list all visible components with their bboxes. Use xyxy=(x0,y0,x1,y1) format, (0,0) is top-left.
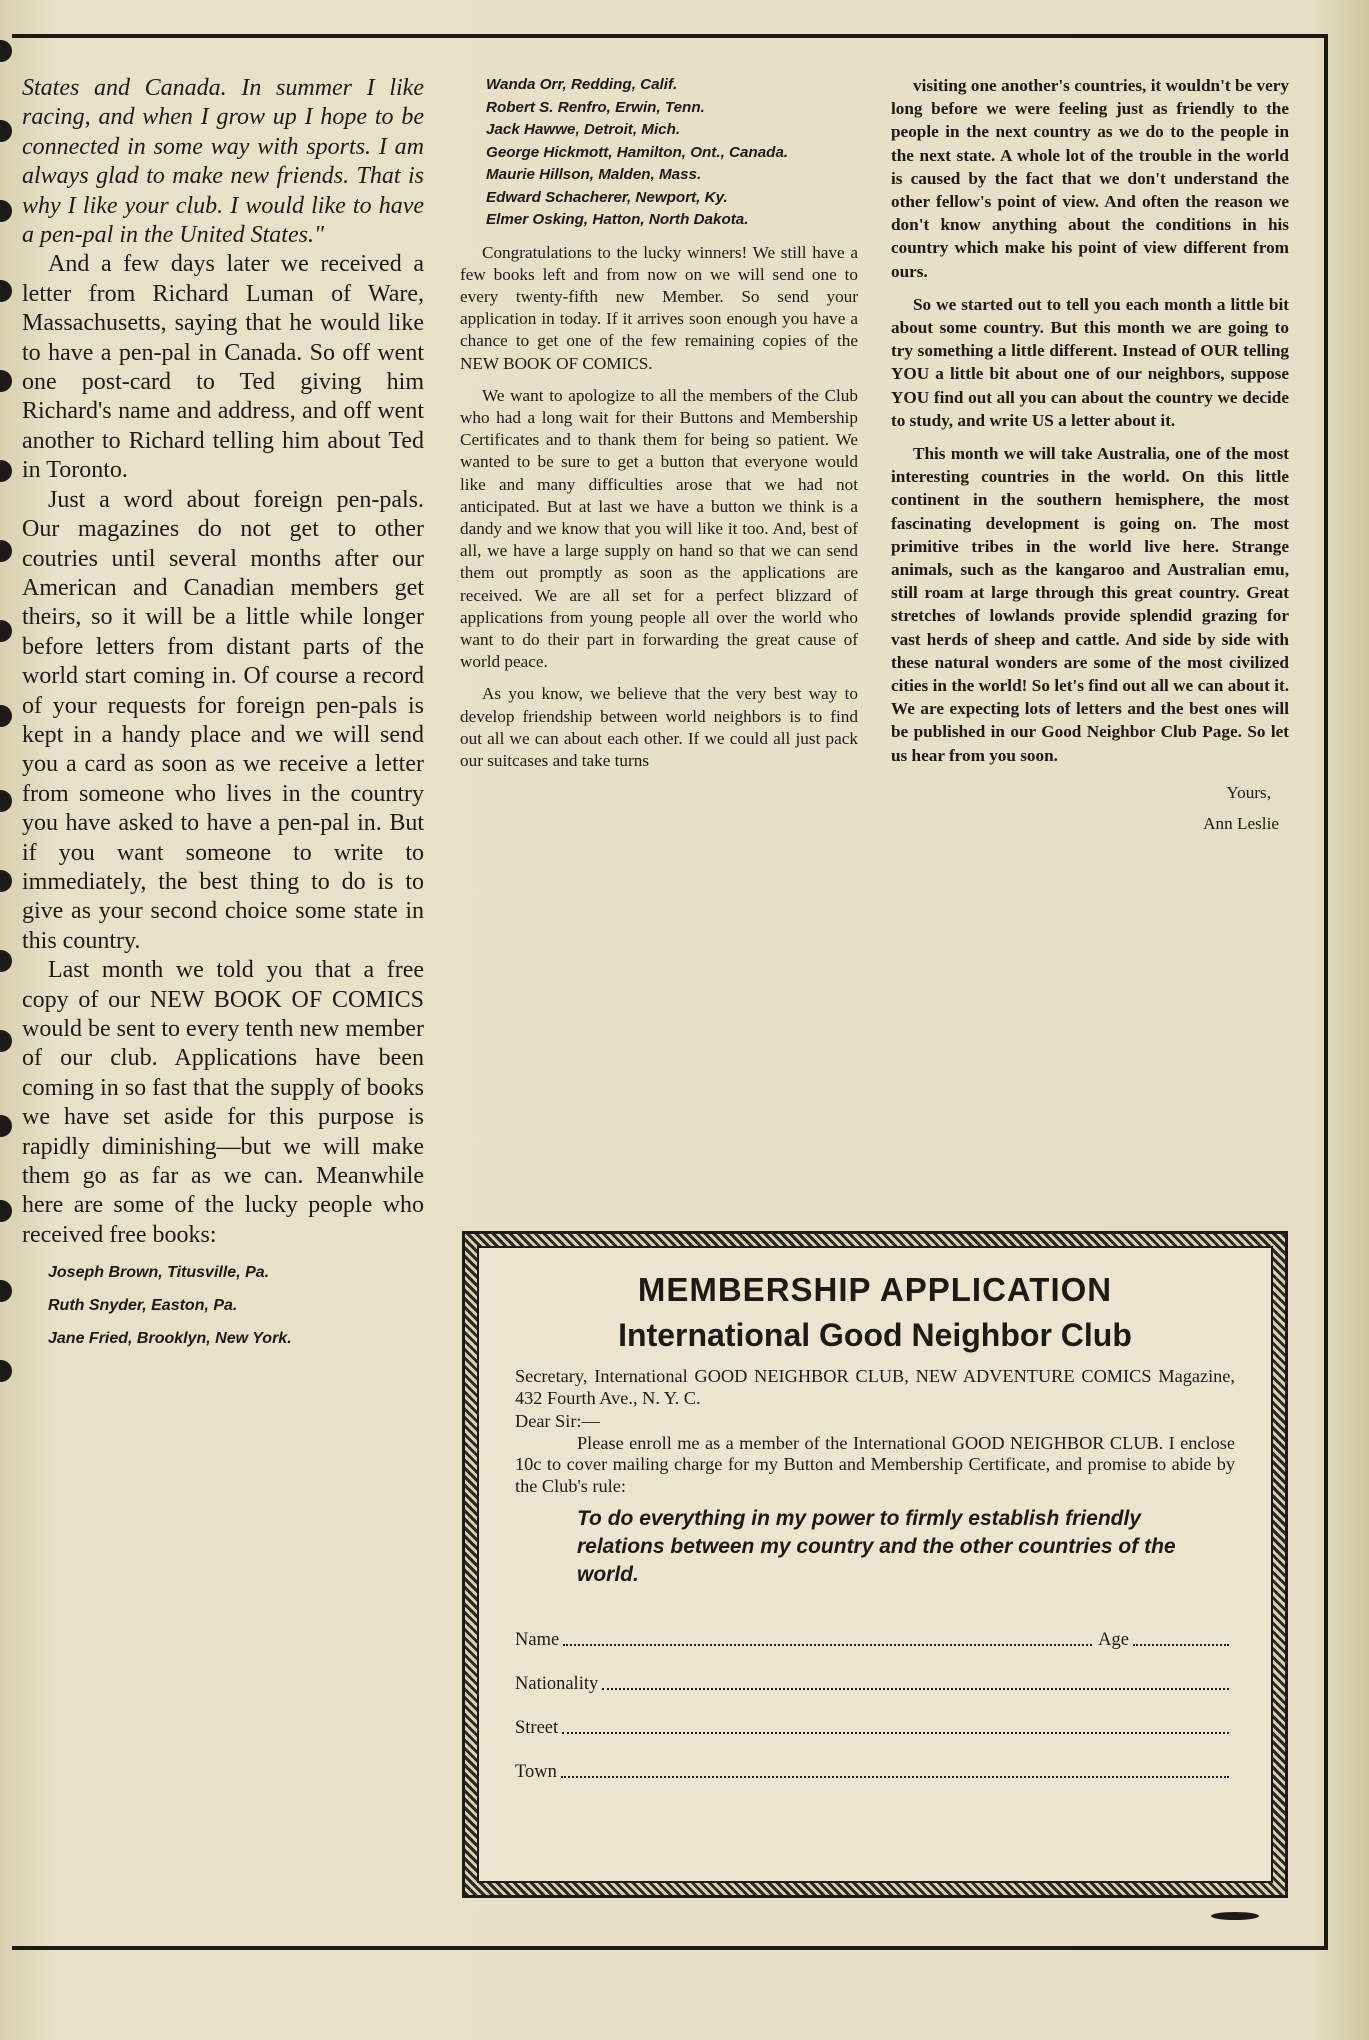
binding-hole xyxy=(0,280,12,302)
name-label: Name xyxy=(515,1630,560,1650)
winner-entry: Elmer Osking, Hatton, North Dakota. xyxy=(486,211,749,228)
winner-entry: Joseph Brown, Titusville, Pa. xyxy=(48,1264,270,1282)
paragraph: This month we will take Australia, one of the most interesting countries in the world. On this little continent in the southern hemisphere, the most fascinating development is going on. The most primitive tribes in the world live here. Strange animals, such as the kangaroo and Australian emu, still roam at large through this great country. Great stretches of lowlands provide splendid grazing for vast herds of sheep and cattle. And side by side with these natural wonders are some of the most civilized cities in the world! So let's find out all we can about it. We are expecting lots of letters and the best ones will be published in our Good Neighbor Club Page. So let us hear from you soon. xyxy=(891,444,1289,765)
salutation: Dear Sir:— xyxy=(515,1411,600,1431)
club-rule-pledge: To do everything in my power to firmly establish friendly relations between my country and the other countries of the world. xyxy=(577,1507,1176,1586)
middle-column xyxy=(460,74,858,782)
binding-hole xyxy=(0,460,12,482)
binding-hole xyxy=(0,790,12,812)
name-age-row xyxy=(515,1607,1235,1651)
binding-hole xyxy=(0,1280,12,1302)
application-title: MEMBERSHIP APPLICATION xyxy=(637,1271,1113,1308)
age-field[interactable] xyxy=(1133,1643,1229,1646)
paragraph: Last month we told you that a free copy of our NEW BOOK OF COMICS would be sent to every tenth new member of our club. Applications have been coming in so fast that the supply of books we have set aside for this purpose is rapidly diminishing—but we will make them go as far as we can. Meanwhile here are some of the lucky people who received free books: xyxy=(22,957,424,1248)
binding-hole xyxy=(0,620,12,642)
binding-hole xyxy=(0,870,12,892)
street-field[interactable] xyxy=(562,1731,1229,1734)
paragraph: Congratulations to the lucky winners! We still have a few books left and from now on we will send one to every twenty-fifth new Member. So send your application in today. If it arrives soon enough you have a chance to get one of the few remaining copies of the NEW BOOK OF COMICS. xyxy=(460,242,858,373)
binding-hole xyxy=(0,1360,12,1382)
club-name: International Good Neighbor Club xyxy=(618,1317,1132,1353)
nationality-row xyxy=(515,1651,1235,1695)
right-column xyxy=(891,74,1289,839)
binding-hole xyxy=(0,40,12,62)
binding-hole xyxy=(0,200,12,222)
mailing-address: Secretary, International GOOD NEIGHBOR CLUB, NEW ADVENTURE COMICS Magazine, 432 Fourth Ave., N. Y. C. xyxy=(515,1366,1235,1408)
street-row xyxy=(515,1695,1235,1739)
name-field[interactable] xyxy=(563,1643,1092,1646)
paragraph: Just a word about foreign pen-pals. Our magazines do not get to other coutries until several months after our American and Canadian members get theirs, so it will be a little while longer before letters from distant parts of the world start coming in. Of course a record of your requests for foreign pen-pals is kept in a handy place and we will send you a card as soon as we receive a letter from someone who lives in the country you have asked to have a pen-pal in. But if you want someone to write to immediately, the best thing to do is to give as your second choice some state in this country. xyxy=(22,486,424,954)
winners-list xyxy=(460,74,858,232)
paragraph: And a few days later we received a letter from Richard Luman of Ware, Massachusetts, saying that he would like to have a pen-pal in Canada. So off went one post-card to Ted giving him Richard's name and address, and off went another to Richard telling him about Ted in Toronto. xyxy=(22,251,424,484)
winner-entry: Jack Hawwe, Detroit, Mich. xyxy=(486,121,681,138)
binding-hole xyxy=(0,370,12,392)
signoff xyxy=(891,777,1279,839)
street-label: Street xyxy=(515,1718,559,1738)
winner-entry: Jane Fried, Brooklyn, New York. xyxy=(48,1330,292,1348)
signature: Ann Leslie xyxy=(1203,813,1279,833)
ornament-icon xyxy=(1200,1910,1270,1922)
left-column xyxy=(22,74,424,1355)
town-row xyxy=(515,1739,1235,1783)
winner-entry: Wanda Orr, Redding, Calif. xyxy=(486,76,678,93)
winner-entry: Edward Schacherer, Newport, Ky. xyxy=(486,188,728,206)
binding-hole xyxy=(0,540,12,562)
town-label: Town xyxy=(515,1762,557,1782)
closing: Yours, xyxy=(1226,782,1271,802)
membership-application-form xyxy=(462,1231,1288,1898)
letter-quote: States and Canada. In summer I like racing, and when I grow up I hope to be connected in some way with sports. I am always glad to make new friends. That is why I like your club. I would like to have a pen-pal in the United States." xyxy=(22,75,424,249)
application-body: Please enroll me as a member of the International GOOD NEIGHBOR CLUB. I enclose 10c to cover mailing charge for my Button and Membership Certificate, and promise to abide by the Club's rule: xyxy=(515,1432,1235,1496)
winner-entry: George Hickmott, Hamilton, Ont., Canada. xyxy=(486,143,789,161)
binding-hole xyxy=(0,1030,12,1052)
age-label: Age xyxy=(1098,1630,1129,1650)
printer-mark-ornament xyxy=(1200,1910,1270,1922)
application-panel xyxy=(477,1246,1273,1883)
nationality-field[interactable] xyxy=(602,1687,1229,1690)
winner-entry: Maurie Hillson, Malden, Mass. xyxy=(486,166,702,183)
winner-entry: Ruth Snyder, Easton, Pa. xyxy=(48,1297,238,1315)
binding-hole xyxy=(0,120,12,142)
winners-list xyxy=(22,1256,424,1355)
town-field[interactable] xyxy=(561,1775,1229,1778)
paragraph: visiting one another's countries, it wouldn't be very long before we were feeling just as friendly to the people in the next country as we do to the people in the next state. A whole lot of the trouble in the world is caused by the fact that we don't understand the other fellow's point of view. And often the reason we don't know anything about the conditions in his country which make his point of view different from ours. xyxy=(891,76,1289,281)
nationality-label: Nationality xyxy=(515,1674,599,1694)
binding-hole xyxy=(0,950,12,972)
winner-entry: Robert S. Renfro, Erwin, Tenn. xyxy=(486,98,705,116)
paragraph: As you know, we believe that the very best way to develop friendship between world neighbors is to find out all we can about each other. If we could all just pack our suitcases and take turns xyxy=(460,684,858,770)
binding-hole xyxy=(0,1200,12,1222)
binding-hole xyxy=(0,1115,12,1137)
paragraph: So we started out to tell you each month a little bit about some country. But this month we are going to try something a little different. Instead of OUR telling YOU a little bit about one of our neighbors, suppose YOU find out all you can about the country we decide to study, and write US a letter about it. xyxy=(891,294,1289,430)
paragraph: We want to apologize to all the members of the Club who had a long wait for their Buttons and Membership Certificates and to thank them for being so patient. We wanted to be sure to get a button that everyone would like and many difficulties arose that we had not anticipated. But at last we have a button we think is a dandy and we know that you will like it too. And, best of all, we have a large supply on hand so that we can send them out promptly as soon as the applications are received. We are all set for a perfect blizzard of applications from young people all over the world who want to do their part in forwarding the great cause of world peace. xyxy=(460,385,858,672)
binding-hole xyxy=(0,705,12,727)
